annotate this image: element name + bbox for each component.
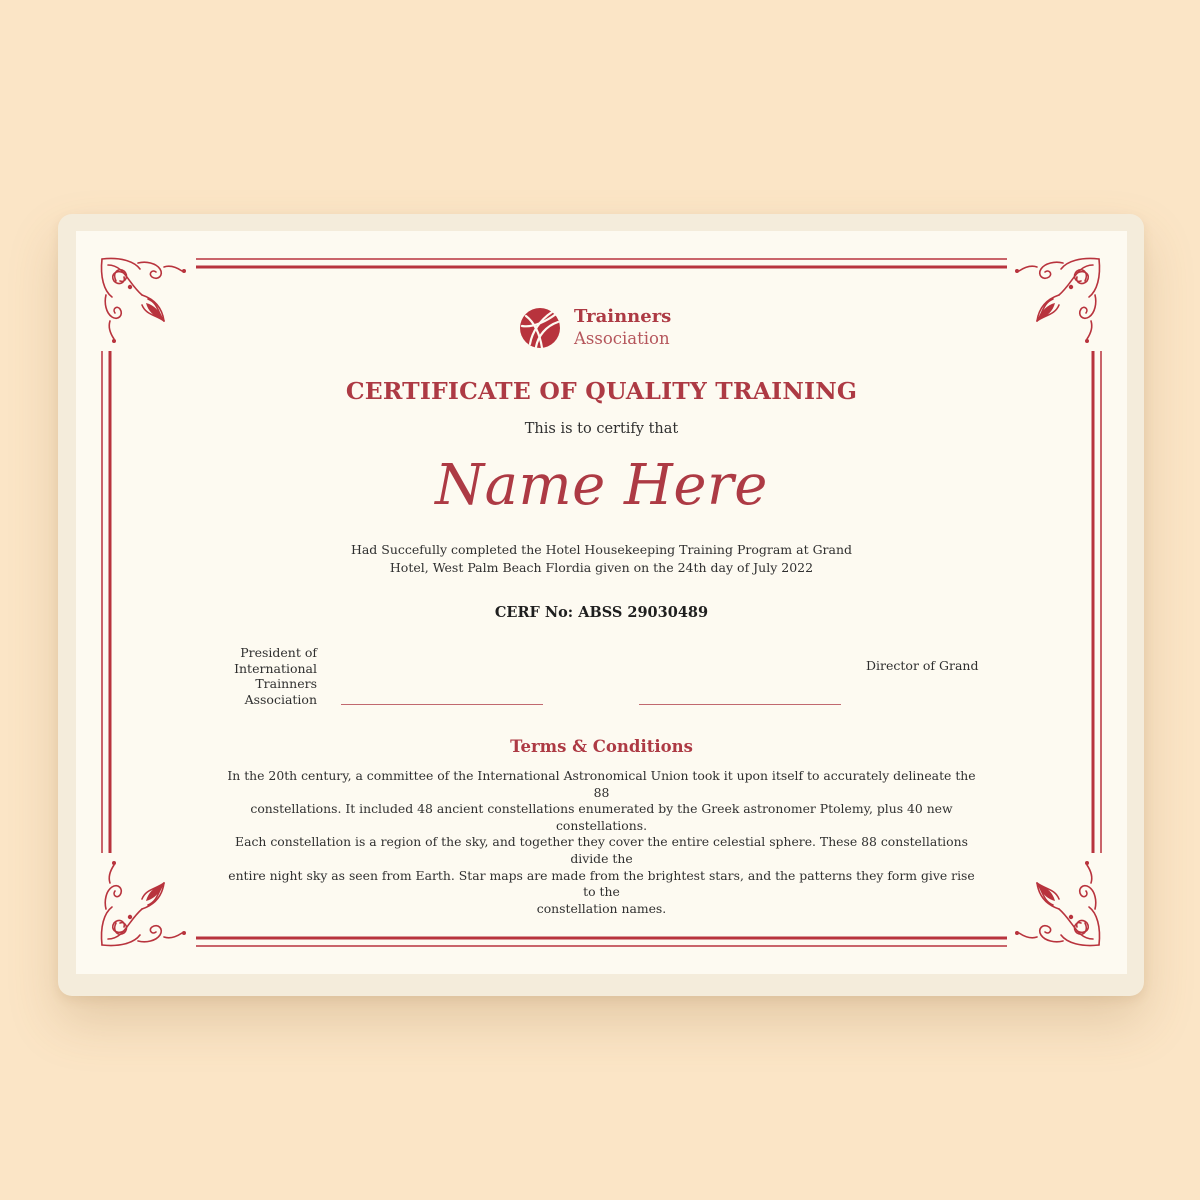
terms-body xyxy=(226,768,977,917)
corner-ornament-top-right xyxy=(1009,255,1103,349)
certificate-title: CERTIFICATE OF QUALITY TRAINING xyxy=(345,377,858,405)
certificate-document xyxy=(76,231,1127,974)
signer-title-line: International xyxy=(234,660,317,676)
left-signer-title xyxy=(207,645,317,707)
terms-line: entire night sky as seen from Earth. Star maps are made from the brightest stars, and the patterns they form give rise to the xyxy=(228,867,975,900)
left-signature-line xyxy=(341,704,543,705)
corner-ornament-top-left xyxy=(98,255,192,349)
description-line: Hotel, West Palm Beach Flordia given on the 24th day of July 2022 xyxy=(389,559,814,575)
certificate-number: CERF No: ABSS 29030489 xyxy=(494,604,709,621)
logo-subtitle: Association xyxy=(574,329,670,348)
description-line: Had Succefully completed the Hotel Housekeeping Training Program at Grand xyxy=(350,542,853,557)
right-signer-title: Director of Grand xyxy=(866,658,979,673)
basketball-icon xyxy=(518,306,562,350)
logo-title: Trainners xyxy=(574,306,672,327)
signer-title-line: Association xyxy=(244,691,317,707)
terms-line: constellation names. xyxy=(536,900,667,916)
terms-line: constellations. It included 48 ancient constellations enumerated by the Greek astronomer Ptolemy, plus 40 new constellations. xyxy=(250,801,953,833)
signer-title-line: Trainners xyxy=(255,676,317,691)
terms-line: In the 20th century, a committee of the International Astronomical Union took it upon itself to accurately delineate the 88 xyxy=(227,768,976,800)
right-signature-line xyxy=(639,704,841,705)
recipient-name: Name Here xyxy=(435,453,768,518)
corner-ornament-bottom-left xyxy=(98,855,192,949)
certify-statement: This is to certify that xyxy=(524,421,679,437)
signer-title-line: President of xyxy=(240,645,317,660)
terms-line: Each constellation is a region of the sky, and together they cover the entire celestial sphere. These 88 constellations divide the xyxy=(235,834,968,866)
completion-description xyxy=(76,541,1127,576)
corner-ornament-bottom-right xyxy=(1009,855,1103,949)
association-logo xyxy=(518,306,671,350)
terms-heading: Terms & Conditions xyxy=(510,737,693,756)
